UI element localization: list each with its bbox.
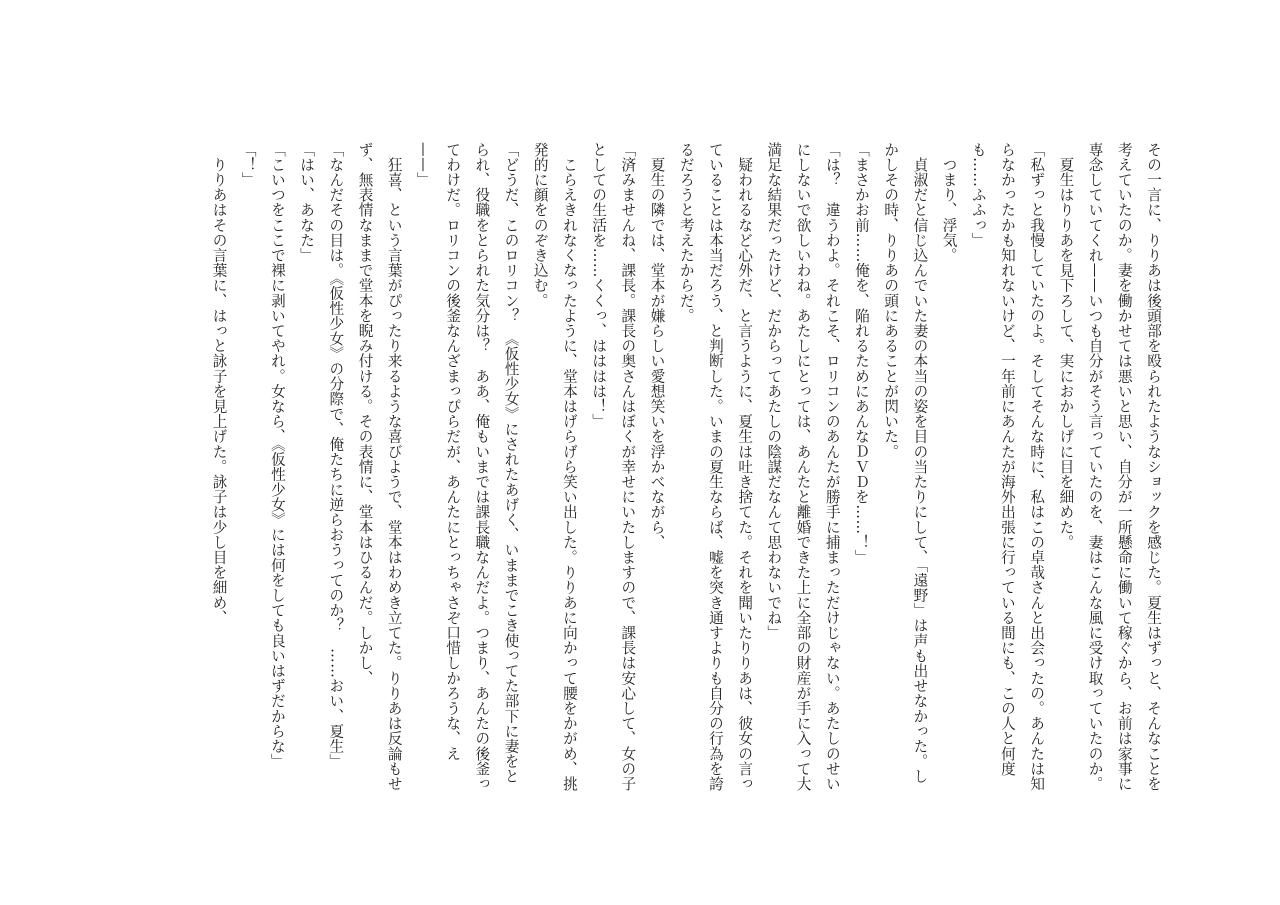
paragraph: 「済みませんね、課長。課長の奥さんはぼくが幸せにいたしますので、課長は安心して、女の子としての生活を……くくっ、はははは！」 — [590, 142, 637, 792]
paragraph: 「こいつをここで裸に剥いてやれ。女なら、《仮性少女》には何をしても良いはずだからな」 — [268, 142, 286, 769]
paragraph: 「まさかお前……俺を、陥れるためにあんなＤＶＤを……！」 — [852, 142, 870, 565]
paragraph: 夏生の隣では、堂本が嫌らしい愛想笑いを浮かべながら、 — [648, 142, 666, 550]
paragraph: 「なんだその目は。《仮性少女》の分際で、俺たちに逆らおうってのか？ ……おい、夏生」 — [327, 142, 345, 769]
paragraph: 「どうだ、このロリコン？ 《仮性少女》にされたあげく、いままでこき使ってた部下に妻をとられ、役職をとられた気分は？ ああ、俺もいまでは課長職なんだよ。つまり、あんたの後釜ってわけだ。ロリコンの後釜なんざまっぴらだが、あんたにとっちゃさぞ口惜しかろうな、え——」 — [414, 142, 520, 792]
paragraph: 「はい、あなた」 — [298, 142, 316, 263]
paragraph: 「！」 — [239, 142, 257, 188]
paragraph: つまり、浮気。 — [940, 142, 958, 263]
paragraph: 狂喜、という言葉がぴったり来るような喜びようで、堂本はわめき立てた。りりあは反論もせず、無表情なままで堂本を睨み付ける。その表情に、堂本はひるんだ。しかし、 — [356, 142, 403, 792]
body-text — [204, 142, 1168, 792]
paragraph: 夏生はりりあを見下ろして、実におかしげに目を細めた。 — [1057, 142, 1075, 550]
paragraph: 「は？ 違うわよ。それこそ、ロリコンのあんたが勝手に捕まっただけじゃない。あたしのせいにしないで欲しいわね。あたしにとっては、あんたと離婚できた上に全部の財産が手に入って大満足な結果だったけど、だからってあたしの陰謀だなんて思わないでね」 — [765, 142, 841, 792]
paragraph: 貞淑だと信じ込んでいた妻の本当の姿を目の当たりにして、「遠野」は声も出せなかった。しかしその時、りりあの頭にあることが閃いた。 — [882, 142, 929, 784]
paragraph: その一言に、りりあは後頭部を殴られたようなショックを感じた。夏生はずっと、そんなことを考えていたのか。妻を働かせては悪いと思い、自分が一所懸命に働いて稼ぐから、お前は家事に専念していてくれ——いつも自分がそう言っていたのを、妻はこんな風に受け取っていたのか。 — [1086, 142, 1162, 792]
paragraph: りりあはその言葉に、はっと詠子を見上げた。詠子は少し目を細め、 — [210, 142, 228, 626]
paragraph: 「私ずっと我慢していたのよ。そしてそんな時に、私はこの卓哉さんと出会ったの。あんたは知らなかったかも知れないけど、一年前にあんたが海外出張に行っている間にも、この人と何度も……ふふっ」 — [969, 142, 1046, 792]
paragraph: こらえきれなくなったように、堂本はげらげら笑い出した。りりあに向かって腰をかがめ、挑発的に顔をのぞき込む。 — [531, 142, 578, 792]
paragraph: 疑われるなど心外だ、と言うように、夏生は吐き捨てた。それを聞いたりりあは、彼女の言っていることは本当だろう、と判断した。いまの夏生ならば、嘘を突き通すよりも自分の行為を誇るだろうと考えたからだ。 — [677, 142, 754, 792]
